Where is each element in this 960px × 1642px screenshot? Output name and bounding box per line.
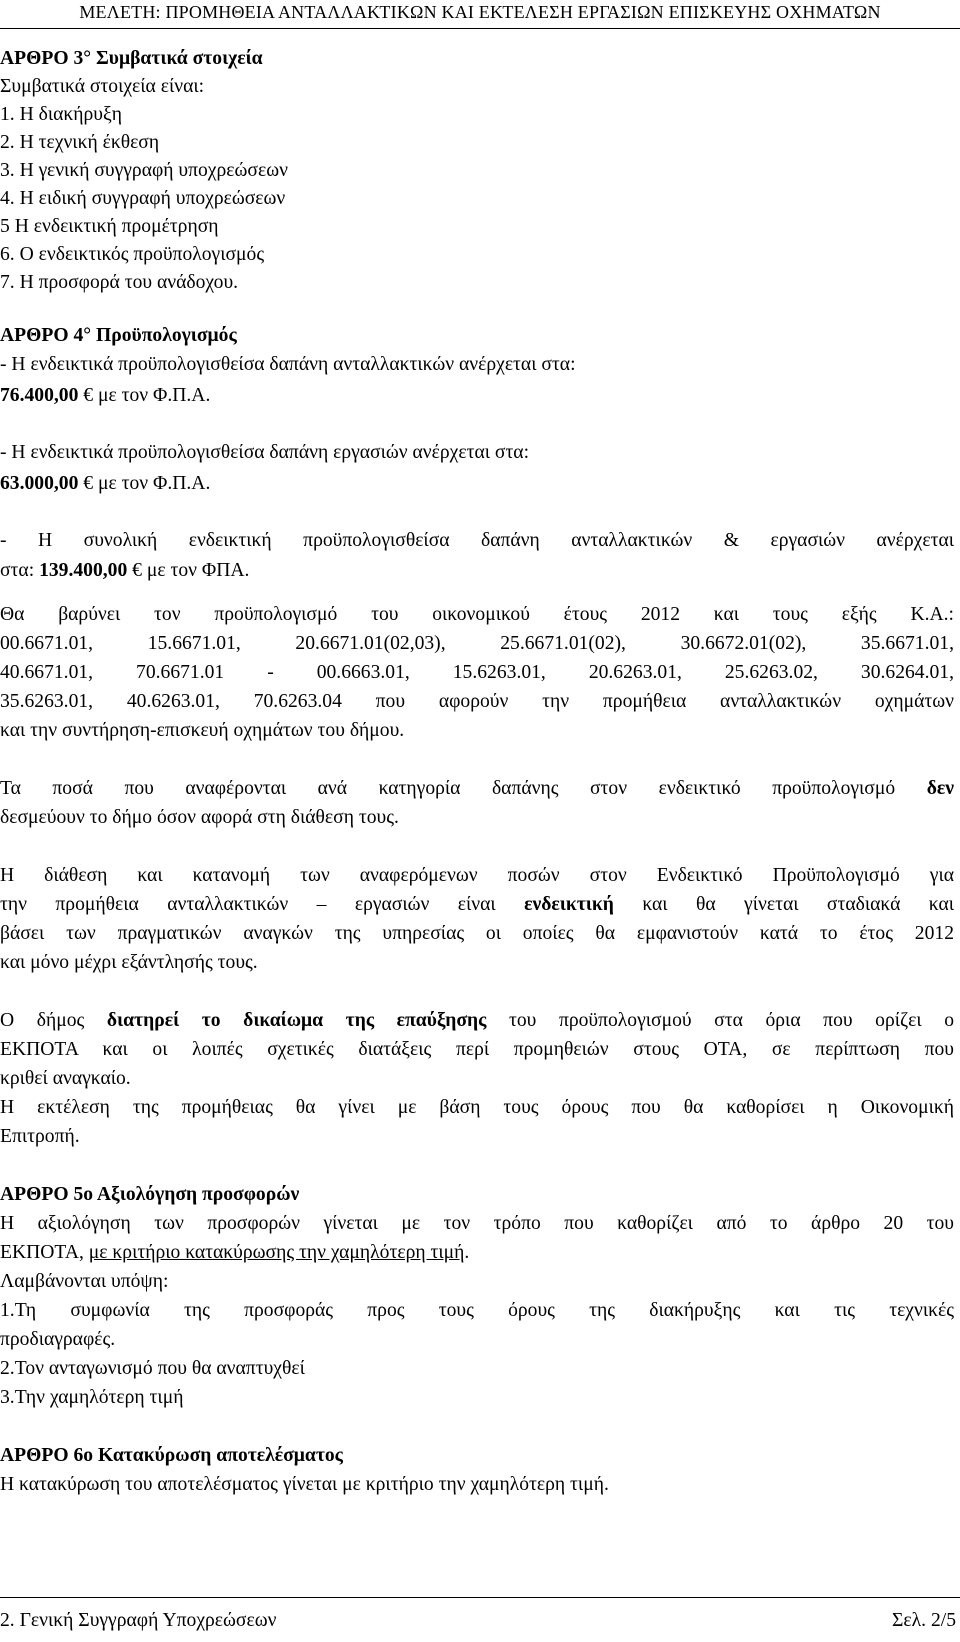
amounts-paragraph-line: δεσμεύουν το δήμο όσον αφορά στη διάθεση τους. [0, 807, 399, 828]
list-item: 2. Η τεχνική έκθεση [0, 132, 160, 153]
list-item: 3. Η γενική συγγραφή υποχρεώσεων [0, 160, 288, 181]
right-paragraph-line: κριθεί αναγκαίο. [0, 1068, 131, 1089]
distribution-paragraph-line: Η διάθεση και κατανομή των αναφερόμενων ποσών στον Ενδεικτικό Προϋπολογισμό για [0, 865, 954, 886]
budget-codes-line: 40.6671.01, 70.6671.01 - 00.6663.01, 15.6263.01, 20.6263.01, 25.6263.02, 30.6264.01, [0, 662, 954, 683]
budget-codes-line: Θα βαρύνει τον προϋπολογισμό του οικονομικού έτους 2012 και τους εξής Κ.Α.: [0, 604, 954, 625]
total-cost-amount: στα: 139.400,00 € με τον ΦΠΑ. [0, 560, 250, 581]
article5-line: ΕΚΠΟΤΑ, με κριτήριο κατακύρωσης την χαμηλότερη τιμή. [0, 1242, 470, 1263]
article5-line: προδιαγραφές. [0, 1329, 116, 1350]
right-paragraph-line: ΕΚΠΟΤΑ και οι λοιπές σχετικές διατάξεις περί προμηθειών στους ΟΤΑ, σε περίπτωση που [0, 1039, 954, 1060]
list-item: 6. Ο ενδεικτικός προϋπολογισμός [0, 244, 265, 265]
page-number: Σελ. 2/5 [892, 1610, 956, 1631]
execution-paragraph-line: Επιτροπή. [0, 1126, 80, 1147]
list-item: 7. Η προσφορά του ανάδοχου. [0, 272, 239, 293]
execution-paragraph-line: Η εκτέλεση της προμήθειας θα γίνει με βάση τους όρους που θα καθορίσει η Οικονομική [0, 1097, 954, 1118]
budget-codes-line: και την συντήρηση-επισκευή οχημάτων του δήμου. [0, 720, 405, 741]
article6-line: Η κατακύρωση του αποτελέσματος γίνεται με κριτήριο την χαμηλότερη τιμή. [0, 1474, 609, 1495]
list-item: 1. Η διακήρυξη [0, 104, 122, 125]
parts-cost-amount: 76.400,00 € με τον Φ.Π.Α. [0, 385, 211, 406]
distribution-paragraph-line: την προμήθεια ανταλλακτικών – εργασιών είναι ενδεικτική και θα γίνεται σταδιακά και [0, 894, 955, 915]
article6-heading: ΑΡΘΡΟ 6ο Κατακύρωση αποτελέσματος [0, 1445, 343, 1466]
budget-codes-line: 35.6263.01, 40.6263.01, 70.6263.04 που αφορούν την προμήθεια ανταλλακτικών οχημάτων [0, 691, 954, 712]
labor-cost-line: - Η ενδεικτικά προϋπολογισθείσα δαπάνη εργασιών ανέρχεται στα: [0, 442, 530, 463]
article5-line: Λαμβάνονται υπόψη: [0, 1271, 169, 1292]
total-cost-line: - Η συνολική ενδεικτική προϋπολογισθείσα δαπάνη ανταλλακτικών & εργασιών ανέρχεται [0, 530, 954, 551]
list-item: 4. Η ειδική συγγραφή υποχρεώσεων [0, 188, 286, 209]
distribution-paragraph-line: βάσει των πραγματικών αναγκών της υπηρεσίας οι οποίες θα εμφανιστούν κατά το έτος 2012 [0, 923, 954, 944]
article5-line: 1.Τη συμφωνία της προσφοράς προς τους όρους της διακήρυξης και τις τεχνικές [0, 1300, 954, 1321]
article5-line: Η αξιολόγηση των προσφορών γίνεται με τον τρόπο που καθορίζει από το άρθρο 20 του [0, 1213, 954, 1234]
article5-heading: ΑΡΘΡΟ 5ο Αξιολόγηση προσφορών [0, 1184, 300, 1205]
footer-divider [0, 1597, 960, 1598]
labor-cost-amount: 63.000,00 € με τον Φ.Π.Α. [0, 473, 211, 494]
document-title: ΜΕΛΕΤΗ: ΠΡΟΜΗΘΕΙΑ ΑΝΤΑΛΛΑΚΤΙΚΩΝ ΚΑΙ ΕΚΤΕΛΕΣΗ ΕΡΓΑΣΙΩΝ ΕΠΙΣΚΕΥΗΣ ΟΧΗΜΑΤΩΝ [79, 2, 881, 22]
article4-heading: ΑΡΘΡΟ 4° Προϋπολογισμός [0, 325, 237, 346]
budget-codes-line: 00.6671.01, 15.6671.01, 20.6671.01(02,03), 25.6671.01(02), 30.6672.01(02), 35.6671.01, [0, 633, 954, 654]
footer-section: 2. Γενική Συγγραφή Υποχρεώσεων [0, 1610, 277, 1631]
distribution-paragraph-line: και μόνο μέχρι εξάντλησής τους. [0, 952, 258, 973]
article5-line: 3.Την χαμηλότερη τιμή [0, 1387, 184, 1408]
list-item: 5 Η ενδεικτική προμέτρηση [0, 216, 219, 237]
amounts-paragraph-line: Τα ποσά που αναφέρονται ανά κατηγορία δαπάνης στον ενδεικτικό προϋπολογισμό δεν [0, 778, 954, 799]
article3-heading: ΑΡΘΡΟ 3° Συμβατικά στοιχεία [0, 48, 263, 69]
parts-cost-line: - Η ενδεικτικά προϋπολογισθείσα δαπάνη ανταλλακτικών ανέρχεται στα: [0, 354, 576, 375]
article3-intro: Συμβατικά στοιχεία είναι: [0, 76, 205, 97]
article5-line: 2.Τον ανταγωνισμό που θα αναπτυχθεί [0, 1358, 305, 1379]
header-divider [0, 28, 960, 29]
right-paragraph-line: Ο δήμος διατηρεί το δικαίωμα της επαύξησης του προϋπολογισμού στα όρια που ορίζει ο [0, 1010, 954, 1031]
